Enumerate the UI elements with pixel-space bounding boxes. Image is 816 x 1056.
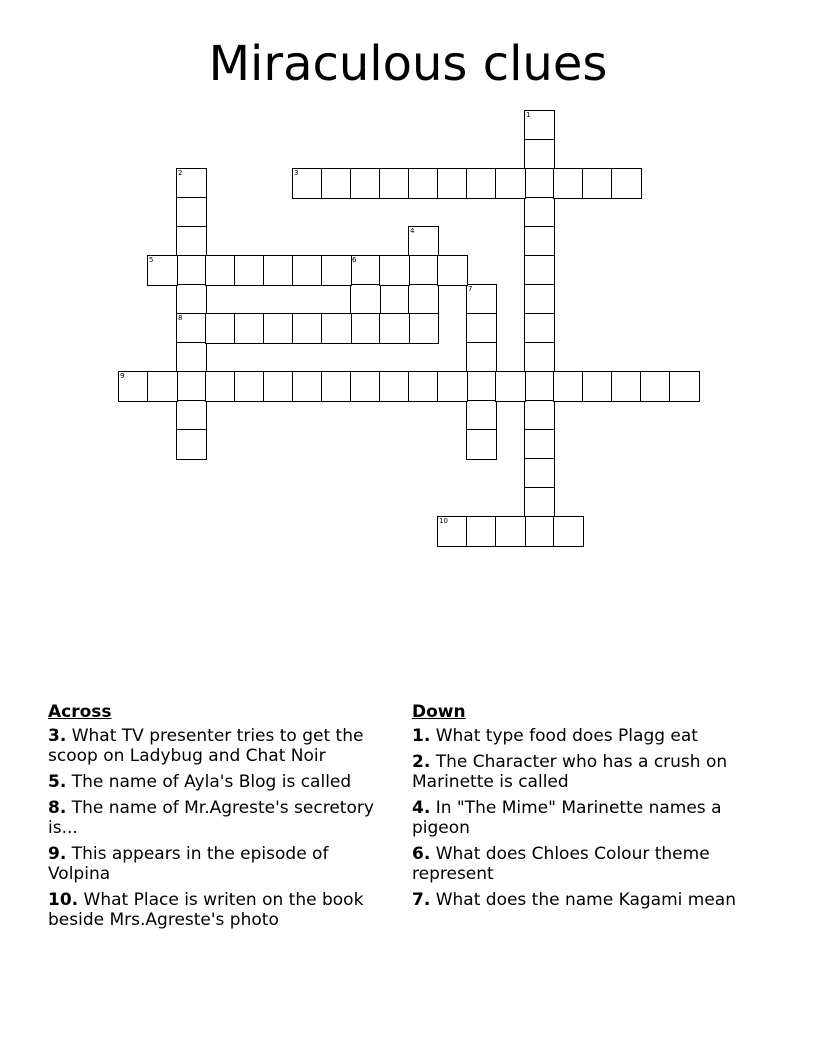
grid-cell[interactable]: [524, 458, 555, 489]
grid-cell[interactable]: [611, 371, 642, 402]
grid-cell[interactable]: [176, 313, 207, 344]
grid-cell[interactable]: [234, 371, 265, 402]
across-clues: [48, 702, 393, 936]
grid-cell[interactable]: [466, 342, 497, 373]
grid-cell[interactable]: [524, 487, 555, 518]
grid-cell[interactable]: [466, 284, 497, 315]
grid-cell[interactable]: [379, 371, 410, 402]
grid-cell[interactable]: [379, 313, 410, 344]
grid-cell[interactable]: [292, 313, 323, 344]
grid-cell[interactable]: [205, 255, 236, 286]
grid-cell[interactable]: [147, 255, 178, 286]
clue-number: 6: [352, 256, 357, 264]
down-clues: [412, 702, 757, 916]
clue-number: 8: [178, 314, 183, 322]
grid-cell[interactable]: [524, 226, 555, 257]
grid-cell[interactable]: [553, 168, 584, 199]
grid-cell[interactable]: [437, 371, 468, 402]
grid-cell[interactable]: [437, 255, 468, 286]
grid-cell[interactable]: [582, 371, 613, 402]
grid-cell[interactable]: [640, 371, 671, 402]
down-clue-7: 7. What does the name Kagami mean: [412, 890, 736, 910]
grid-cell[interactable]: [495, 168, 526, 199]
grid-cell[interactable]: [437, 516, 468, 547]
down-clue-4: 4. In "The Mime" Marinette names a pigeon: [412, 798, 722, 838]
grid-cell[interactable]: [379, 255, 410, 286]
down-clue-2: 2. The Character who has a crush on Marinette is called: [412, 752, 728, 792]
grid-cell[interactable]: [176, 371, 207, 402]
grid-cell[interactable]: [466, 516, 497, 547]
grid-cell[interactable]: [350, 371, 381, 402]
grid-cell[interactable]: [408, 226, 439, 257]
grid-cell[interactable]: [263, 371, 294, 402]
grid-cell[interactable]: [582, 168, 613, 199]
across-clue-8: 8. The name of Mr.Agreste's secretory is...: [48, 798, 374, 838]
grid-cell[interactable]: [524, 110, 555, 141]
grid-cell[interactable]: [234, 255, 265, 286]
clue-number: 5: [149, 256, 154, 264]
grid-cell[interactable]: [553, 516, 584, 547]
grid-cell[interactable]: [611, 168, 642, 199]
across-clue-3: 3. What TV presenter tries to get the scoop on Ladybug and Chat Noir: [48, 726, 364, 766]
grid-cell[interactable]: [466, 313, 497, 344]
puzzle-title: Miraculous clues: [208, 36, 608, 92]
clue-number: 7: [468, 285, 473, 293]
grid-cell[interactable]: [466, 168, 497, 199]
across-heading: Across: [48, 702, 112, 722]
grid-cell[interactable]: [205, 371, 236, 402]
clue-number: 1: [526, 111, 531, 119]
clue-number: 10: [439, 517, 448, 525]
down-clue-6: 6. What does Chloes Colour theme represent: [412, 844, 710, 884]
grid-cell[interactable]: [176, 342, 207, 373]
grid-cell[interactable]: [176, 226, 207, 257]
grid-cell[interactable]: [263, 255, 294, 286]
grid-cell[interactable]: [408, 313, 439, 344]
grid-cell[interactable]: [408, 255, 439, 286]
clue-number: 9: [120, 372, 125, 380]
grid-cell[interactable]: [147, 371, 178, 402]
grid-cell[interactable]: [466, 429, 497, 460]
grid-cell[interactable]: [321, 168, 352, 199]
grid-cell[interactable]: [524, 371, 555, 402]
grid-cell[interactable]: [350, 168, 381, 199]
grid-cell[interactable]: [292, 168, 323, 199]
grid-cell[interactable]: [524, 255, 555, 286]
grid-cell[interactable]: [292, 371, 323, 402]
grid-cell[interactable]: [176, 429, 207, 460]
grid-cell[interactable]: [321, 313, 352, 344]
clue-number: 3: [294, 169, 299, 177]
grid-cell[interactable]: [263, 313, 294, 344]
grid-cell[interactable]: [408, 284, 439, 315]
grid-cell[interactable]: [524, 168, 555, 199]
clue-number: 2: [178, 169, 183, 177]
down-heading: Down: [412, 702, 466, 722]
grid-cell[interactable]: [437, 168, 468, 199]
grid-cell[interactable]: [321, 255, 352, 286]
grid-cell[interactable]: [408, 371, 439, 402]
clue-number: 4: [410, 227, 415, 235]
grid-cell[interactable]: [466, 371, 497, 402]
grid-cell[interactable]: [466, 400, 497, 431]
down-clue-1: 1. What type food does Plagg eat: [412, 726, 698, 746]
grid-cell[interactable]: [350, 313, 381, 344]
grid-cell[interactable]: [176, 255, 207, 286]
grid-cell[interactable]: [524, 139, 555, 170]
grid-cell[interactable]: [495, 516, 526, 547]
across-clue-9: 9. This appears in the episode of Volpina: [48, 844, 329, 884]
grid-cell[interactable]: [524, 516, 555, 547]
grid-cell[interactable]: [553, 371, 584, 402]
grid-cell[interactable]: [176, 168, 207, 199]
grid-cell[interactable]: [669, 371, 700, 402]
grid-cell[interactable]: [524, 284, 555, 315]
grid-cell[interactable]: [524, 400, 555, 431]
grid-cell[interactable]: [408, 168, 439, 199]
across-clue-5: 5. The name of Ayla's Blog is called: [48, 772, 352, 792]
grid-cell[interactable]: [118, 371, 149, 402]
grid-cell[interactable]: [379, 168, 410, 199]
grid-cell[interactable]: [524, 342, 555, 373]
grid-cell[interactable]: [205, 313, 236, 344]
grid-cell[interactable]: [495, 371, 526, 402]
grid-cell[interactable]: [321, 371, 352, 402]
grid-cell[interactable]: [524, 429, 555, 460]
grid-cell[interactable]: [234, 313, 265, 344]
grid-cell[interactable]: [176, 284, 207, 315]
grid-cell[interactable]: [350, 255, 381, 286]
grid-cell[interactable]: [524, 313, 555, 344]
grid-cell[interactable]: [292, 255, 323, 286]
grid-cell[interactable]: [524, 197, 555, 228]
grid-cell[interactable]: [176, 400, 207, 431]
grid-cell[interactable]: [176, 197, 207, 228]
across-clue-10: 10. What Place is writen on the book beside Mrs.Agreste's photo: [48, 890, 364, 930]
grid-cell[interactable]: [350, 284, 381, 315]
